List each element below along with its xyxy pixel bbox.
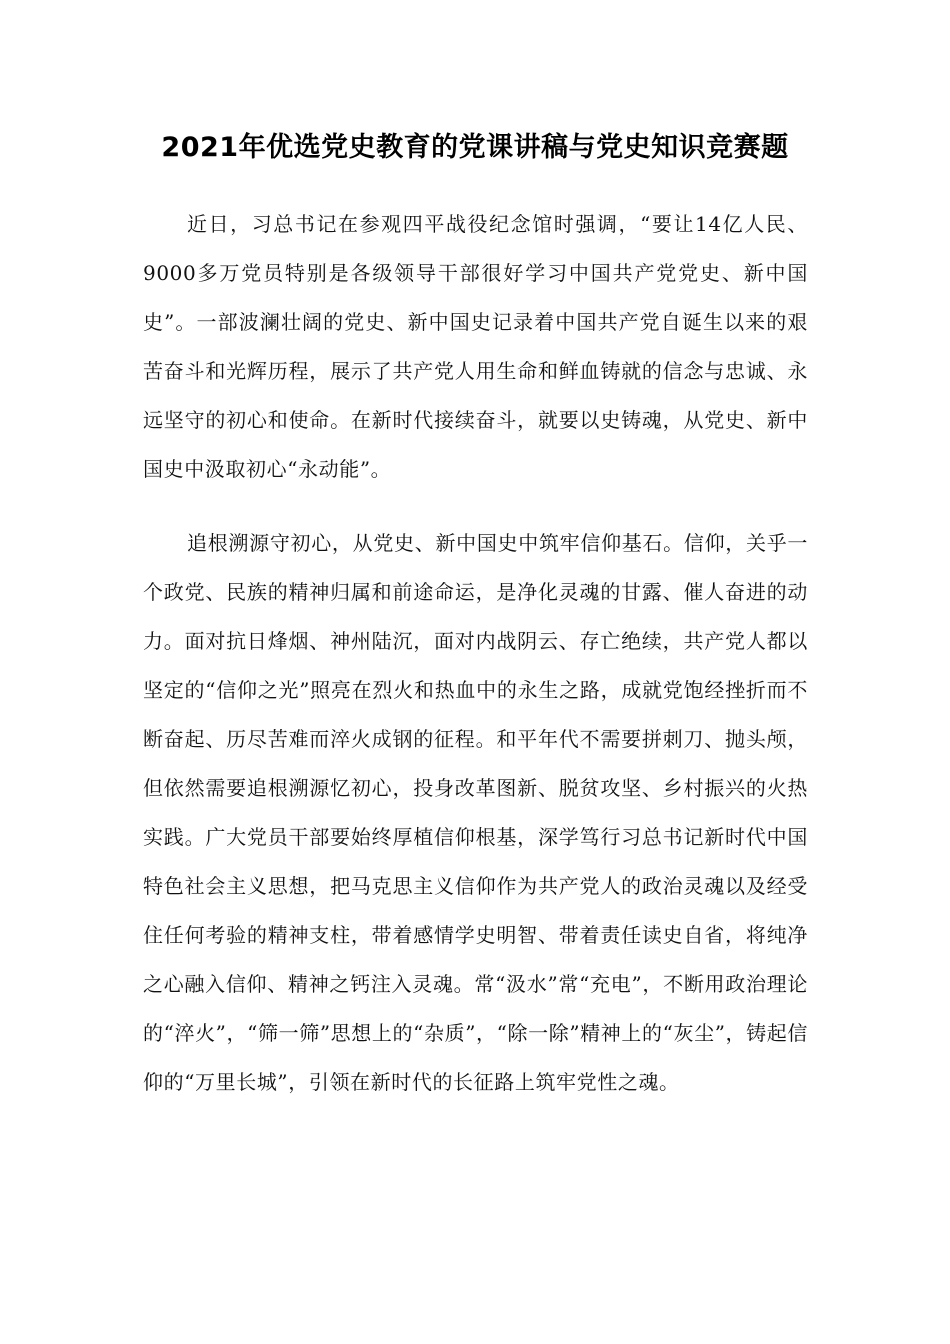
paragraph-2: 追根溯源守初心，从党史、新中国史中筑牢信仰基石。信仰，关乎一个政党、民族的精神归属和前途命运，是净化灵魂的甘露、催人奋进的动力。面对抗日烽烟、神州陆沉，面对内战阴云、存亡绝续，共产党人都以坚定的“信仰之光”照亮在烈火和热血中的永生之路，成就党饱经挫折而不断奋起、历尽苦难而淬火成钢的征程。和平年代不需要拼刺刀、抛头颅，但依然需要追根溯源忆初心，投身改革图新、脱贫攻坚、乡村振兴的火热实践。广大党员干部要始终厚植信仰根基，深学笃行习总书记新时代中国特色社会主义思想，把马克思主义信仰作为共产党人的政治灵魂以及经受住任何考验的精神支柱，带着感情学史明智、带着责任读史自省，将纯净之心融入信仰、精神之钙注入灵魂。常“汲水”常“充电”，不断用政治理论的“淬火”，“筛一筛”思想上的“杂质”，“除一除”精神上的“灰尘”，铸起信仰的“万里长城”，引领在新时代的长征路上筑牢党性之魂。	[143, 531, 808, 1094]
document-title: 2021年优选党史教育的党课讲稿与党史知识竞赛题	[161, 132, 789, 163]
paragraph-1: 近日，习总书记在参观四平战役纪念馆时强调，“要让14亿人民、9000多万党员特别是各级领导干部很好学习中国共产党党史、新中国史”。一部波澜壮阔的党史、新中国史记录着中国共产党自诞生以来的艰苦奋斗和光辉历程，展示了共产党人用生命和鲜血铸就的信念与忠诚、永远坚守的初心和使命。在新时代接续奋斗，就要以史铸魂，从党史、新中国史中汲取初心“永动能”。	[143, 212, 808, 481]
